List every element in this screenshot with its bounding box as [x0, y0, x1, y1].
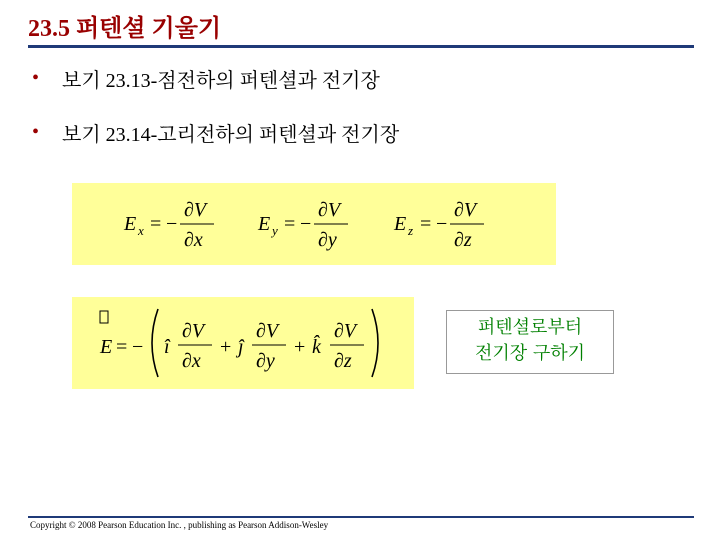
- ex-symbol: E: [124, 213, 137, 235]
- svg-text:=: =: [284, 213, 296, 235]
- svg-text:∂V: ∂V: [256, 320, 279, 342]
- title-rule: [28, 45, 694, 48]
- svg-text:k̂: k̂: [312, 336, 321, 358]
- svg-text:E: E: [100, 336, 113, 358]
- svg-text:y: y: [272, 223, 278, 238]
- svg-text:=: =: [150, 213, 162, 235]
- bullet-1-text: 보기 23.13-점전하의 퍼텐셜과 전기장: [62, 70, 380, 92]
- svg-text:∂V: ∂V: [454, 199, 477, 221]
- svg-text:∂y: ∂y: [318, 229, 337, 251]
- gradient-vector-formula: [72, 297, 414, 389]
- gradient-vector-equation: [72, 297, 414, 389]
- svg-text:−: −: [166, 213, 178, 235]
- bullet-1: [32, 64, 380, 93]
- svg-text:∂V: ∂V: [318, 199, 341, 221]
- copyright-footer: Copyright © 2008 Pearson Education Inc. , publishing as Pearson Addison-Wesley: [30, 520, 329, 530]
- callout-box: [446, 310, 614, 374]
- ey-symbol: E: [258, 213, 271, 235]
- svg-text:+: +: [294, 336, 306, 358]
- gradient-components-formula: [72, 183, 556, 265]
- svg-text:−: −: [300, 213, 312, 235]
- svg-text:∂x: ∂x: [182, 350, 201, 372]
- svg-text:∂z: ∂z: [454, 229, 472, 251]
- svg-text:∂y: ∂y: [256, 350, 275, 372]
- svg-text:x: x: [138, 223, 144, 238]
- svg-text:∂x: ∂x: [184, 229, 203, 251]
- svg-text:î: î: [164, 336, 170, 358]
- svg-text:∂V: ∂V: [182, 320, 205, 342]
- bullet-2-text: 보기 23.14-고리전하의 퍼텐셜과 전기장: [62, 124, 400, 146]
- bullet-dot: •: [32, 67, 40, 89]
- svg-text:+: +: [220, 336, 232, 358]
- gradient-components-equation: [72, 183, 556, 265]
- svg-text:−: −: [132, 336, 144, 358]
- svg-text:−: −: [436, 213, 448, 235]
- svg-text:z: z: [408, 223, 414, 238]
- slide-title: 23.5 퍼텐셜 기울기: [28, 16, 222, 42]
- callout-line-1: 퍼텐셜로부터: [477, 317, 583, 338]
- svg-text:=: =: [420, 213, 432, 235]
- ez-symbol: E: [394, 213, 407, 235]
- svg-text:∂V: ∂V: [334, 320, 357, 342]
- callout-line-2: 전기장 구하기: [474, 343, 586, 364]
- bullet-2: [32, 118, 399, 147]
- footer-rule: [28, 516, 694, 518]
- svg-text:∂V: ∂V: [184, 199, 207, 221]
- svg-text:∂z: ∂z: [334, 350, 352, 372]
- svg-text:ĵ: ĵ: [238, 336, 244, 358]
- svg-text:=: =: [116, 336, 128, 358]
- bullet-dot: •: [32, 121, 40, 143]
